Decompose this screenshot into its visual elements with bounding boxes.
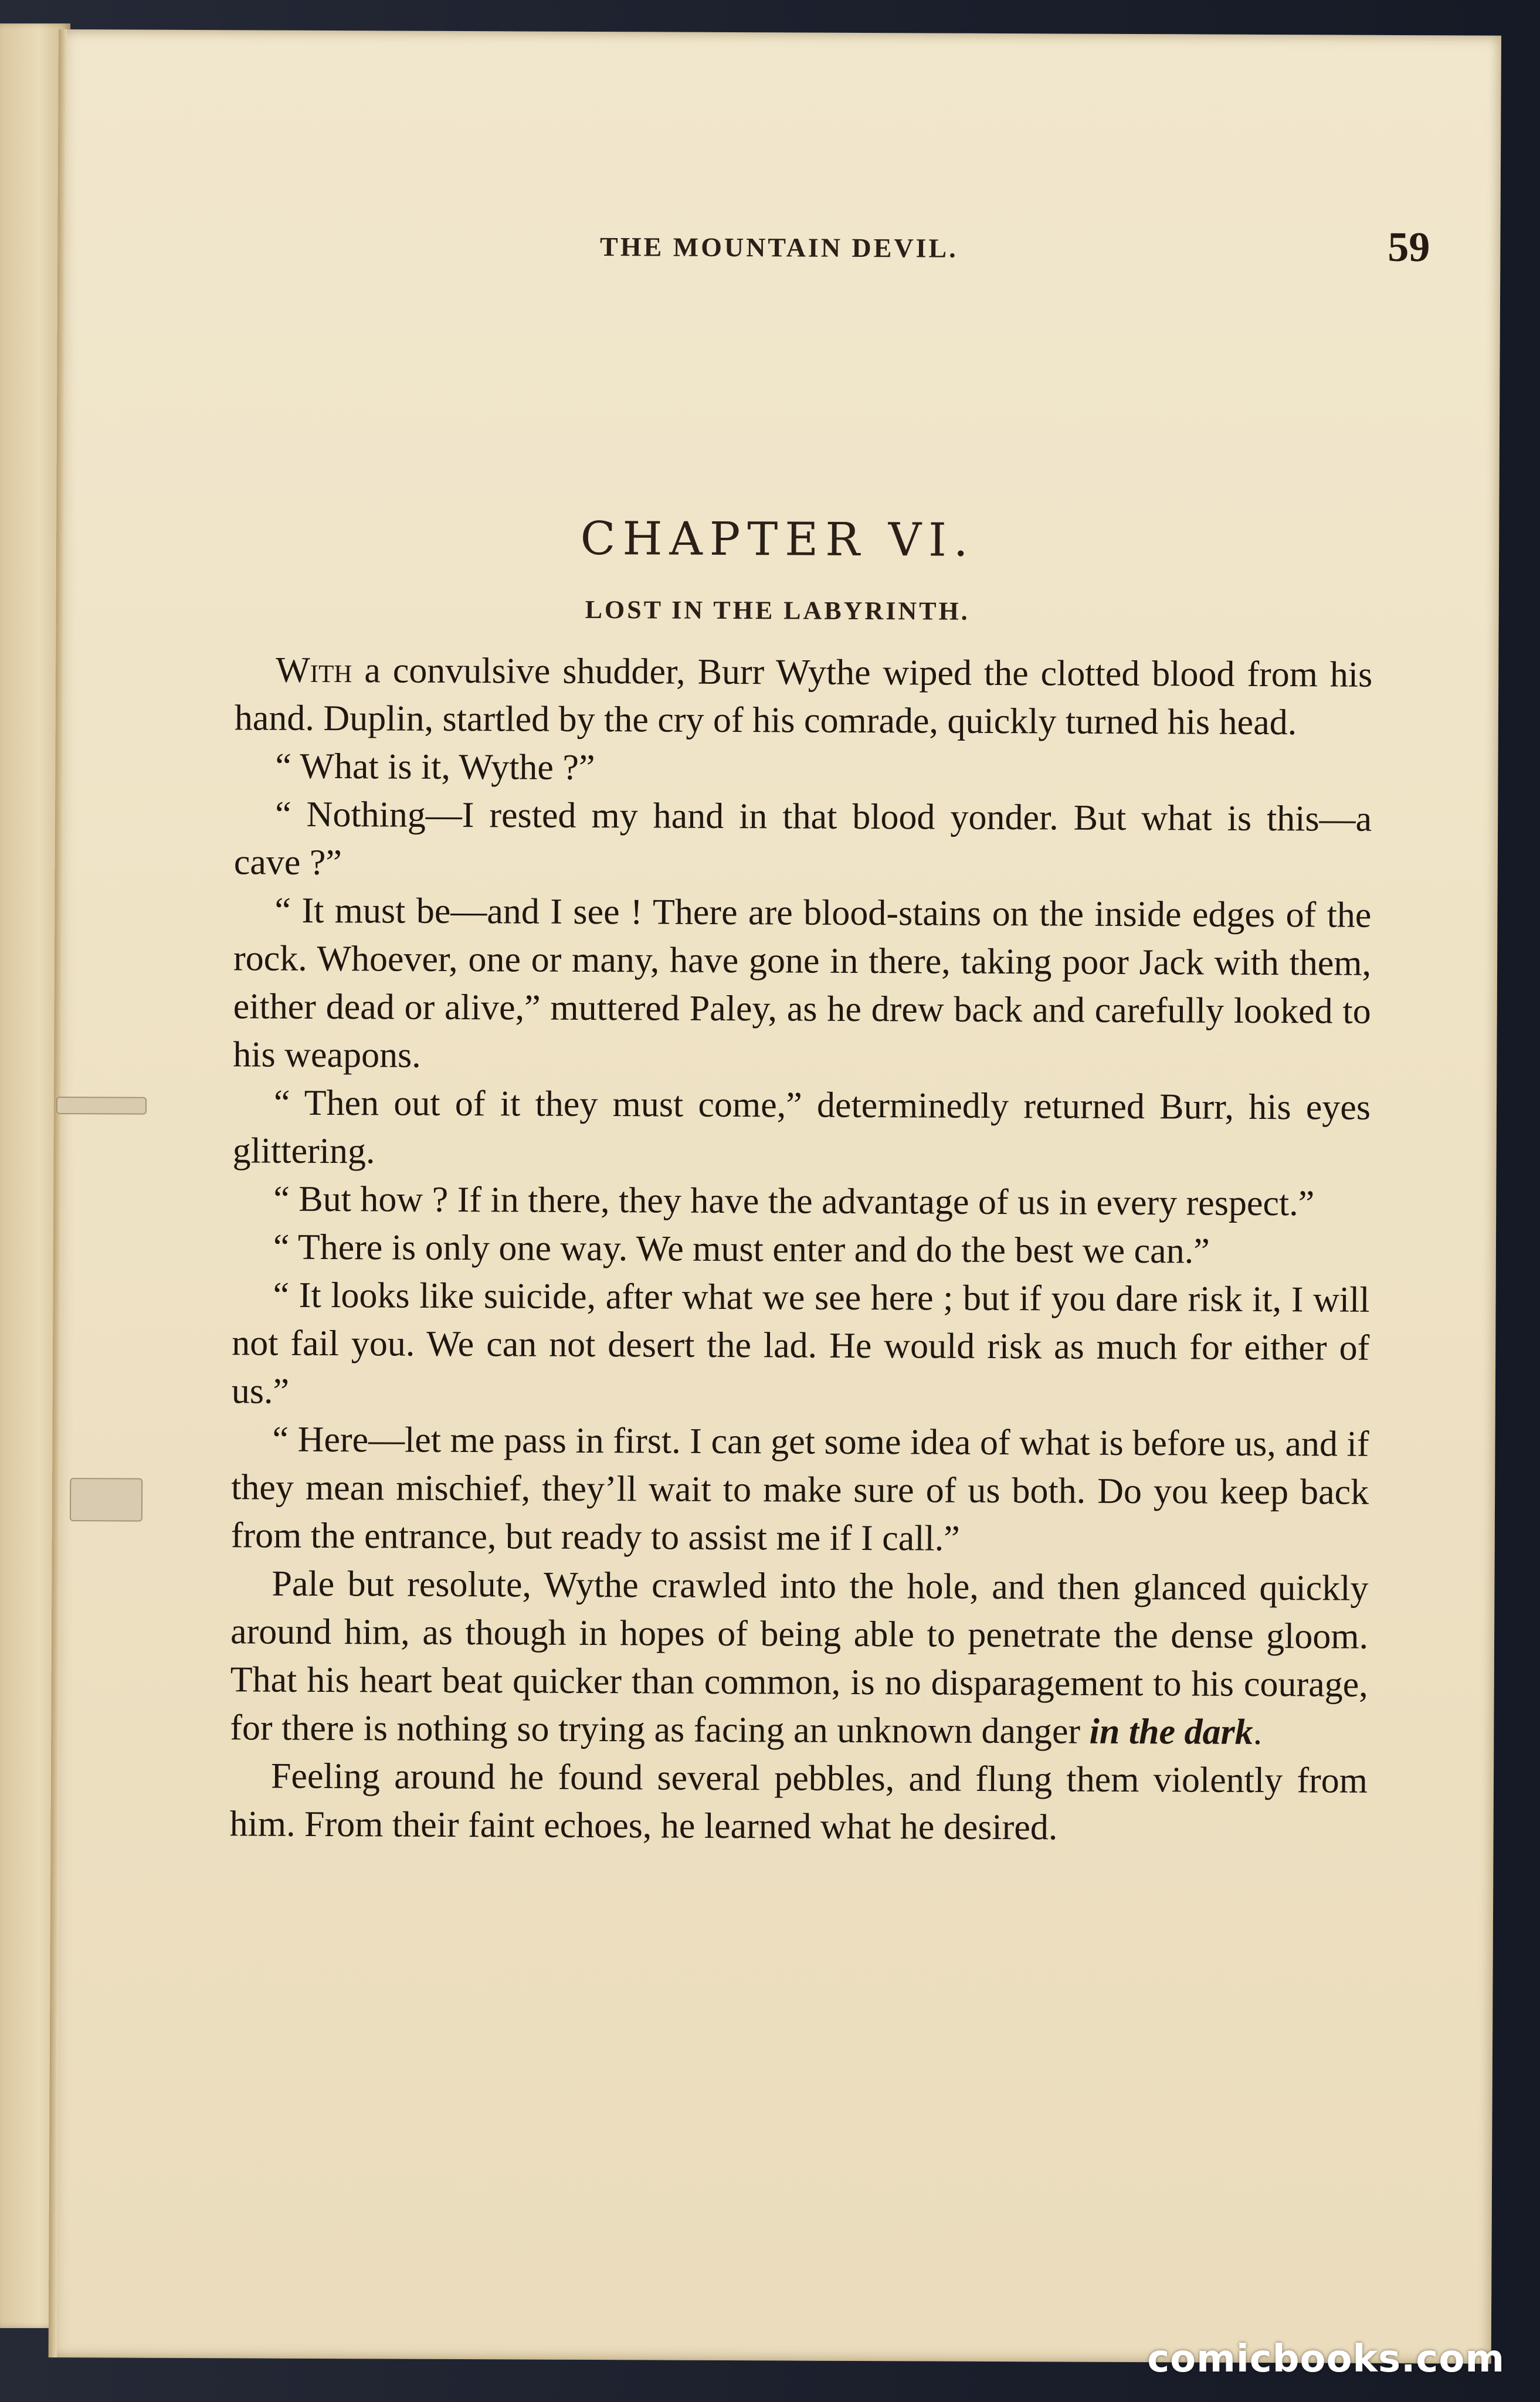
paragraph: “ It must be—and I see ! There are blood-stains on the inside edges of the rock. Whoever, one or many, have gone in there, taking poor Jack with them, either dead or alive,” muttered Paley, as he drew back and carefully looked to his weapons. <box>233 890 1372 1076</box>
emphasis-text: in the dark <box>1089 1711 1253 1752</box>
chapter-title: CHAPTER VI. <box>580 512 975 567</box>
paragraph <box>230 1559 1368 1756</box>
paragraph-text: Pale but resolute, Wythe crawled into the hole, and then glanced quickly around him, as though in hopes of being able to penetrate the dense gloom. That his heart beat quicker than common, is no disparagement to his courage, for there is nothing so trying as facing an unknown danger <box>230 1563 1369 1752</box>
page-number: 59 <box>1388 223 1430 271</box>
paragraph: “ It looks like suicide, after what we see here ; but if you dare risk it, I will not fail you. We can not desert the lad. He would risk as much for either of us.” <box>231 1275 1370 1412</box>
site-watermark: comicbooks.com <box>1147 2337 1505 2381</box>
paragraph-tail: . <box>1253 1712 1263 1752</box>
paragraph: “ Then out of it they must come,” determinedly returned Burr, his eyes glittering. <box>232 1083 1371 1172</box>
binding-thread <box>70 1478 143 1522</box>
paragraph: “ What is it, Wythe ?” <box>275 746 595 788</box>
paragraph: “ But how ? If in there, they have the advantage of us in every respect.” <box>273 1179 1315 1224</box>
paragraph: “ There is only one way. We must enter and do the best we can.” <box>273 1227 1210 1271</box>
paragraph: Feeling around he found several pebbles, and flung them violently from him. From their faint echoes, he learned what he desired. <box>229 1756 1368 1848</box>
chapter-subtitle: LOST IN THE LABYRINTH. <box>585 595 970 626</box>
book-page <box>49 29 1501 2364</box>
binding-thread <box>56 1097 147 1115</box>
running-head: THE MOUNTAIN DEVIL. <box>599 232 958 263</box>
paragraph-text: a convulsive shudder, Burr Wythe wiped the clotted blood from his hand. Duplin, startled by the cry of his comrade, quickly turned his head. <box>234 650 1373 743</box>
paragraph: “ Nothing—I rested my hand in that blood yonder. But what is this—a cave ?” <box>233 794 1372 883</box>
body-text <box>229 646 1372 1853</box>
paragraph: “ Here—let me pass in first. I can get some idea of what is before us, and if they mean mischief, they’ll wait to make sure of us both. Do you keep back from the entrance, but ready to assist me if I call.” <box>230 1419 1369 1559</box>
drop-lead-word: With <box>276 650 352 691</box>
paragraph <box>235 646 1373 747</box>
